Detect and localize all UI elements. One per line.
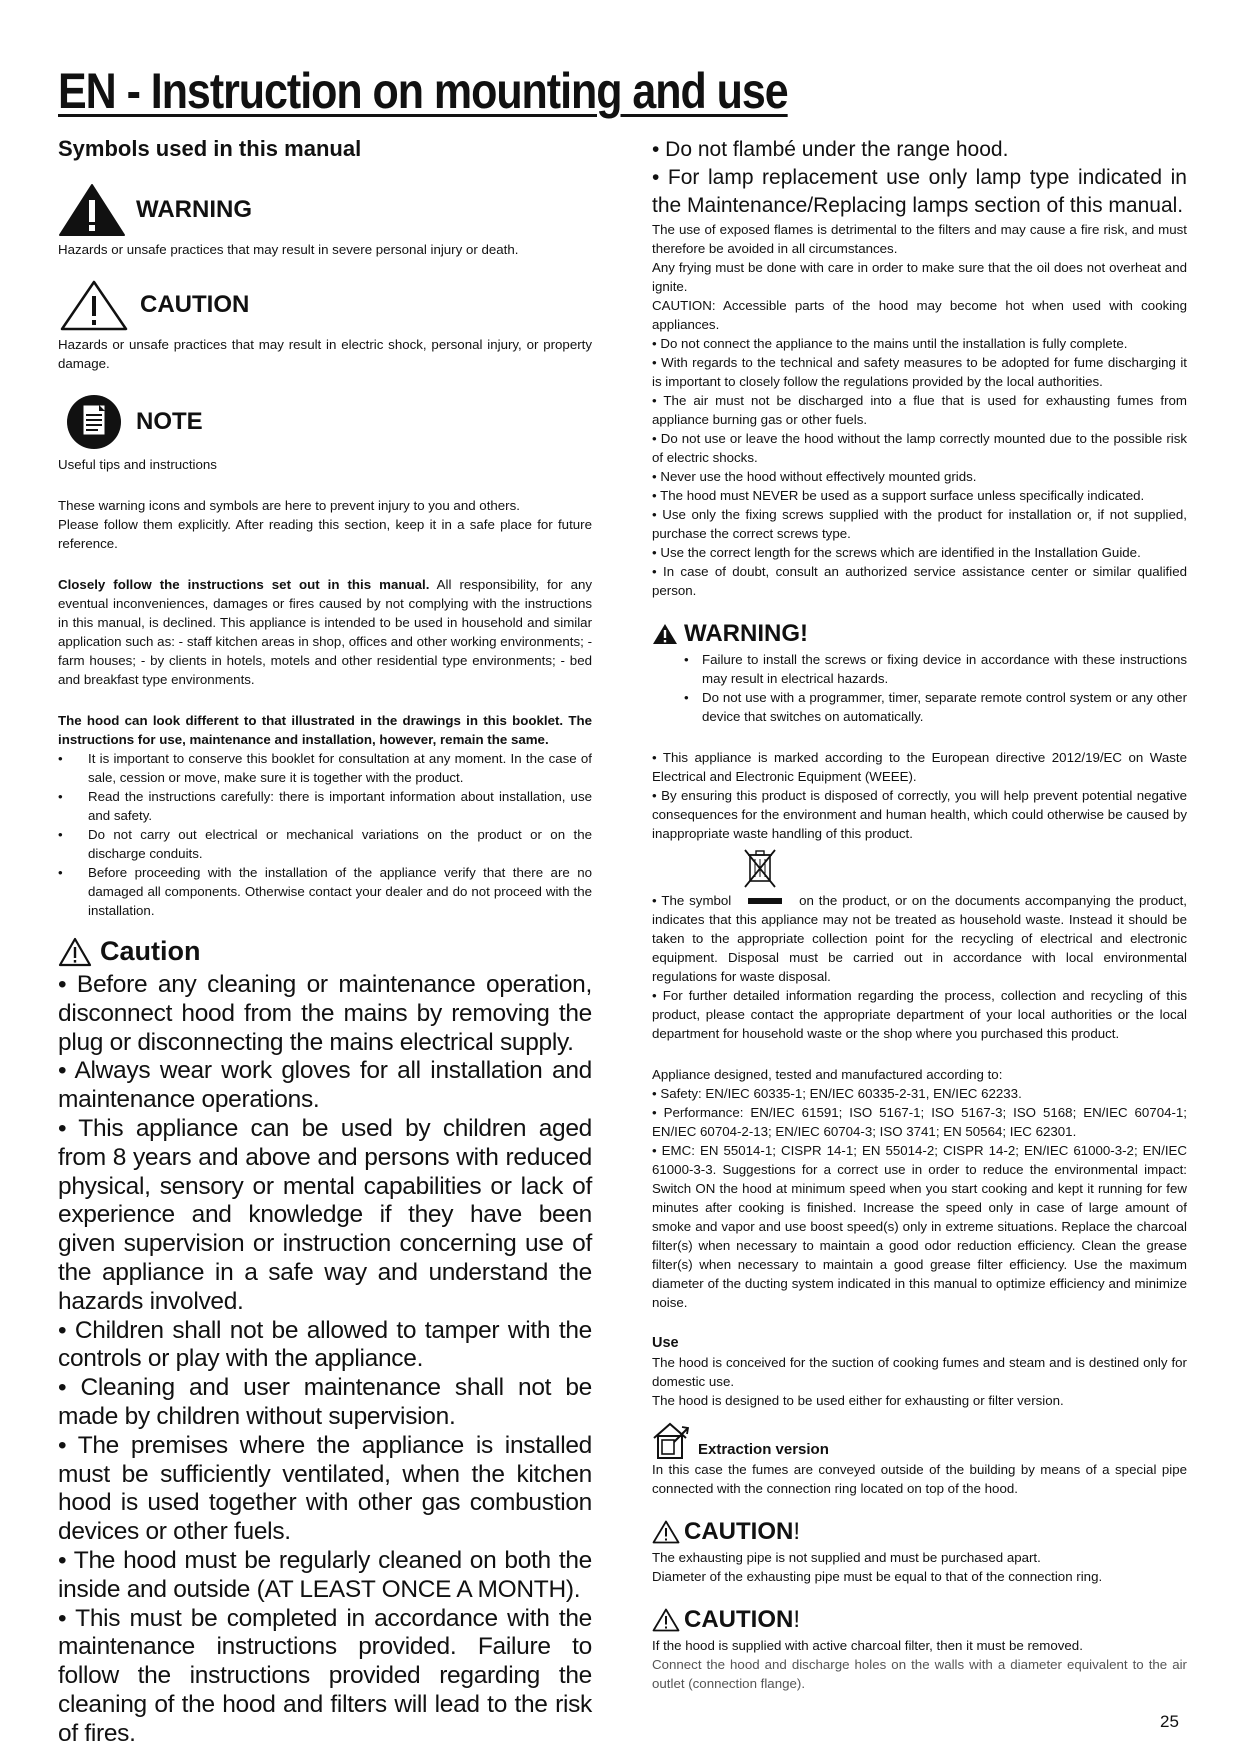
list-item: • Children shall not be allowed to tamper with the controls or play with the appliance. <box>58 1316 592 1373</box>
right-column <box>652 136 1187 1693</box>
caution-label: CAUTION <box>140 291 250 318</box>
list-item: • Failure to install the screws or fixing device in accordance with these instructions may result in electrical hazards. <box>684 650 1187 688</box>
warning-symbol-row <box>58 180 592 240</box>
list-item: • Before any cleaning or maintenance operation, disconnect hood from the mains by removing the plug or disconnecting the mains electrical supply. <box>58 971 592 1056</box>
list-item: • Never use the hood without effectively mounted grids. <box>652 469 977 484</box>
warning-2-label: WARNING! <box>684 620 808 647</box>
note-label: NOTE <box>136 408 203 435</box>
list-item: • Always wear work gloves for all installation and maintenance operations. <box>58 1057 592 1114</box>
top-big-list <box>652 136 1187 220</box>
safety-standards: • Safety: EN/IEC 60335-1; EN/IEC 60335-2-31, EN/IEC 62233. <box>652 1086 1022 1101</box>
weee-bin-icon-wrap <box>652 847 1187 891</box>
house-extraction-icon <box>652 1420 692 1460</box>
caution-triangle-icon <box>652 1520 680 1544</box>
weee-paragraph-1: • This appliance is marked according to the European directive 2012/19/EC on Waste Electrical and Electronic Equipment (WEEE). <box>652 750 1187 784</box>
designed-intro: Appliance designed, tested and manufactured according to: <box>652 1067 1003 1082</box>
weee-paragraph-2: • By ensuring this product is disposed of correctly, you will help prevent potential negative consequences for the environment and human health, which could otherwise be caused by inappropriate waste handling of this product. <box>652 788 1187 841</box>
safety-lines <box>652 220 1187 600</box>
closely-follow-rest: All responsibility, for any eventual inconveniences, damages or fires caused by not complying with the instructions in this manual, is declined. This appliance is intended to be used in household and similar application such as: - staff kitchen areas in shop, offices and other working environments; - farm houses; - by clients in hotels, motels and other residential type environments; - bed and breakfast type environments. <box>58 577 593 687</box>
list-item: The use of exposed flames is detrimental to the filters and may cause a fire risk, and must therefore be avoided in all circumstances. <box>652 222 1187 256</box>
extraction-label: Extraction version <box>698 1441 829 1458</box>
list-item: • The hood must NEVER be used as a support surface unless specifically indicated. <box>652 488 1145 503</box>
warning-2-heading <box>652 620 1187 648</box>
list-item: • Do not connect the appliance to the mains until the installation is fully complete. <box>652 336 1128 351</box>
extraction-text: In this case the fumes are conveyed outside of the building by means of a special pipe connected with the connection ring located on top of the hood. <box>652 1462 1187 1496</box>
list-item: Any frying must be done with care in order to make sure that the oil does not overheat and ignite. <box>652 260 1187 294</box>
warning-triangle-icon <box>58 183 126 237</box>
further-info-paragraph: • For further detailed information regarding the process, collection and recycling of this product, please contact the appropriate department of your local authorities or the local department for household waste or the shop where you purchased this product. <box>652 988 1187 1041</box>
use-paragraph-1: The hood is conceived for the suction of cooking fumes and steam and is destined only for domestic use. <box>652 1355 1187 1389</box>
list-item: • It is important to conserve this booklet for consultation at any moment. In the case of sale, cession or move, make sure it is together with the product. <box>58 749 592 787</box>
warning-2-list <box>684 650 1187 726</box>
list-item: • With regards to the technical and safety measures to be adopted for fume discharging it is important to closely follow the regulations provided by the local authorities. <box>652 355 1187 389</box>
caution-4-exclamation: ! <box>793 1606 800 1633</box>
list-item: • In case of doubt, consult an authorized service assistance center or similar qualified person. <box>652 564 1187 598</box>
caution-big-list <box>58 971 592 1749</box>
list-item: • Before proceeding with the installation of the appliance verify that there are no damaged all components. Otherwise contact your dealer and do not proceed with the installation. <box>58 863 592 920</box>
instruction-bullet-list <box>58 749 592 920</box>
list-item: • Use the correct length for the screws which are identified in the Installation Guide. <box>652 545 1141 560</box>
list-item: • The hood must be regularly cleaned on both the inside and outside (AT LEAST ONCE A MONTH). <box>58 1546 592 1603</box>
icons-follow: Please follow them explicitly. After reading this section, keep it in a safe place for future reference. <box>58 517 592 551</box>
list-item: • Cleaning and user maintenance shall not be made by children without supervision. <box>58 1374 592 1430</box>
emc-standards: • EMC: EN 55014-1; CISPR 14-1; EN 55014-2; CISPR 14-2; EN/IEC 61000-3-2; EN/IEC 61000-3-3. Suggestions for a correct use in order to reduce the environmental impact: Switch ON the hood at minimum speed when you start cooking and kept it running for few minutes after cooking is finished. Increase the speed only in case of large amount of smoke and vapor and use boost speed(s) only in extreme situations. Replace the charcoal filter(s) when necessary to maintain a good odor reduction efficiency. Clean the grease filter(s) when necessary to maintain a good grease filter efficiency. Use the maximum diameter of the ducting system indicated in this manual to optimize efficiency and minimize noise. <box>652 1143 1187 1310</box>
list-item: • The premises where the appliance is installed must be sufficiently ventilated, when the kitchen hood is used together with other gas combustion devices or other fuels. <box>58 1431 592 1546</box>
page-number: 25 <box>1160 1712 1179 1731</box>
list-item: • Do not use or leave the hood without the lamp correctly mounted due to the possible risk of electric shocks. <box>652 431 1187 465</box>
note-document-icon <box>58 393 126 451</box>
caution-3-exclamation: ! <box>793 1518 800 1545</box>
caution-4-heading <box>652 1606 1187 1634</box>
note-description: Useful tips and instructions <box>58 457 217 472</box>
left-column <box>58 136 592 1749</box>
caution-symbol-row <box>58 275 592 335</box>
list-item: • Do not flambé under the range hood. <box>652 138 1009 161</box>
use-heading: Use <box>652 1335 679 1351</box>
closely-follow-paragraph <box>58 575 592 689</box>
caution-big-heading <box>58 936 592 967</box>
list-item: • For lamp replacement use only lamp type indicated in the Maintenance/Replacing lamps section of this manual. <box>652 166 1187 217</box>
symbols-heading: Symbols used in this manual <box>58 136 362 161</box>
hood-different-note: The hood can look different to that illustrated in the drawings in this booklet. The instructions for use, maintenance and installation, however, remain the same. <box>58 713 592 747</box>
caution-3-line-1: The exhausting pipe is not supplied and must be purchased apart. <box>652 1550 1041 1565</box>
list-item: • Read the instructions carefully: there is important information about installation, use and safety. <box>58 787 592 825</box>
caution-triangle-icon <box>58 278 130 332</box>
list-item: • This appliance can be used by children aged from 8 years and above and persons with reduced physical, sensory or mental capabilities or lack of experience and knowledge if they have been given supervision or instruction concerning use of the appliance in a safe way and understand the hazards involved. <box>58 1114 592 1315</box>
closely-follow-bold: Closely follow the instructions set out in this manual. <box>58 577 430 592</box>
caution-triangle-icon <box>652 1608 680 1632</box>
page-title: EN - Instruction on mounting and use <box>58 63 788 119</box>
symbol-pre: • The symbol <box>652 893 732 908</box>
caution-triangle-icon <box>58 937 92 967</box>
caution-3-heading <box>652 1518 1187 1546</box>
caution-4-gray-line: Connect the hood and discharge holes on the walls with a diameter equivalent to the air outlet (connection flange). <box>652 1657 1187 1691</box>
use-paragraph-2: The hood is designed to be used either for exhausting or filter version. <box>652 1393 1064 1408</box>
caution-3-line-2: Diameter of the exhausting pipe must be equal to that of the connection ring. <box>652 1569 1103 1584</box>
performance-standards: • Performance: EN/IEC 61591; ISO 5167-1; ISO 5167-3; ISO 5168; EN/IEC 60704-1; EN/IEC 60704-2-13; EN/IEC 60704-3; ISO 3741; EN 50564; IEC 62301. <box>652 1105 1187 1139</box>
warning-label: WARNING <box>136 196 252 223</box>
icons-intro: These warning icons and symbols are here to prevent injury to you and others. <box>58 498 520 513</box>
list-item: CAUTION: Accessible parts of the hood may become hot when used with cooking appliances. <box>652 298 1187 332</box>
caution-description: Hazards or unsafe practices that may result in electric shock, personal injury, or property damage. <box>58 337 592 371</box>
caution-3-label: CAUTION <box>684 1518 794 1545</box>
extraction-version-row <box>652 1420 1187 1460</box>
warning-triangle-icon <box>652 623 678 645</box>
weee-symbol-paragraph <box>652 891 1187 986</box>
caution-4-label: CAUTION <box>684 1606 794 1633</box>
list-item: • Use only the fixing screws supplied with the product for installation or, if not supplied, purchase the correct screws type. <box>652 507 1187 541</box>
list-item: • Do not carry out electrical or mechanical variations on the product or on the discharge conduits. <box>58 825 592 863</box>
crossed-bin-icon <box>742 847 778 889</box>
warning-description: Hazards or unsafe practices that may result in severe personal injury or death. <box>58 242 519 257</box>
list-item: • This must be completed in accordance with the maintenance instructions provided. Failure to follow the instructions provided regarding the cleaning of the hood and filters will lead to the risk of fires. <box>58 1604 592 1747</box>
list-item: • Do not use with a programmer, timer, separate remote control system or any other device that switches on automatically. <box>684 688 1187 726</box>
list-item: • The air must not be discharged into a flue that is used for exhausting fumes from appliance burning gas or other fuels. <box>652 393 1187 427</box>
caution-big-label: Caution <box>100 936 201 966</box>
black-bar-symbol <box>748 898 782 904</box>
symbol-post: on the product, or on the documents accompanying the product, indicates that this appliance may not be treated as household waste. Instead it should be taken to the appropriate collection point for the recycling of electrical and electronic equipment. Disposal must be carried out in accordance with local environmental regulations for waste disposal. <box>652 893 1188 984</box>
note-symbol-row <box>58 389 592 455</box>
caution-4-line: If the hood is supplied with active charcoal filter, then it must be removed. <box>652 1638 1083 1653</box>
